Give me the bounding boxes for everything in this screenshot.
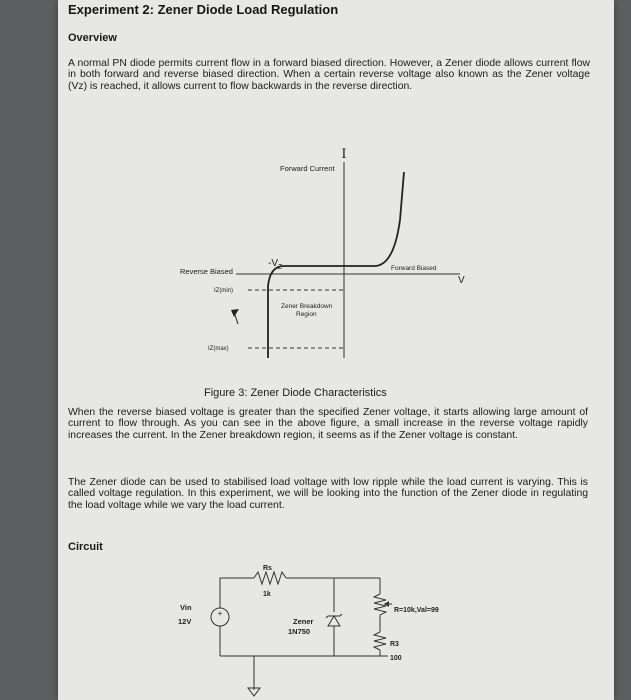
plus-sign: + [217, 609, 223, 618]
zener-diode [328, 616, 340, 626]
zener-bar [326, 614, 342, 618]
vin-label: Vin [180, 603, 192, 612]
zener-label: Zener [293, 617, 314, 626]
circuit-heading: Circuit [68, 541, 103, 553]
breakdown-paragraph: When the reverse biased voltage is greater than the specified Zener voltage, it starts allowing large amount of current to flow through. As you can see in the above figure, a small increase in the reverse voltage rapidly increases the current. In the Zener breakdown region, it seems as if the Zener voltage is constant. [68, 407, 588, 441]
overview-heading: Overview [68, 32, 117, 44]
rs-value: 1k [263, 591, 271, 598]
r3-resistor [374, 632, 386, 650]
downward-arrow-icon [231, 309, 239, 324]
rs-resistor [254, 572, 286, 584]
circuit-schematic [58, 560, 614, 700]
page-title: Experiment 2: Zener Diode Load Regulation [68, 2, 339, 17]
iz-min-label: IZ(min) [214, 288, 233, 294]
breakdown-label-line1: Zener Breakdown [281, 303, 333, 310]
vin-value: 12V [178, 617, 192, 626]
figure-caption: Figure 3: Zener Diode Characteristics [204, 387, 387, 399]
regulation-paragraph: The Zener diode can be used to stabilised load voltage with low ripple while the load current is varying. This is called voltage regulation. In this experiment, we will be looking into the function of the Zener diode in regulating the load voltage while we vary the load current. [68, 477, 588, 511]
r3-value: 100 [390, 655, 402, 662]
zener-part: 1N750 [288, 627, 311, 636]
zener-curve [268, 172, 404, 358]
document-page [58, 0, 614, 700]
reverse-biased-label: Reverse Biased [180, 267, 233, 276]
zener-characteristics-figure [58, 140, 614, 380]
current-axis-label: I [341, 147, 347, 162]
overview-paragraph: A normal PN diode permits current flow in a forward biased direction. However, a Zener diode allows current flow in both forward and reverse biased direction. When a certain reverse voltage also known as the Zener voltage (Vz) is reached, it allows current to flow backwards in the reverse direction. [68, 58, 590, 92]
voltage-axis-label: V [458, 275, 465, 286]
pot-label: R=10k,Val=99 [394, 607, 439, 614]
breakdown-label-line2: Region [296, 311, 317, 318]
forward-biased-label: Forward Biased [391, 265, 437, 272]
iz-max-label: IZ(max) [208, 346, 229, 352]
r3-label: R3 [390, 641, 399, 648]
top-wire [220, 578, 254, 580]
forward-current-label: Forward Current [280, 164, 335, 173]
vz-label: $-V_Z$ [268, 258, 283, 271]
rs-label: Rs [263, 565, 272, 572]
